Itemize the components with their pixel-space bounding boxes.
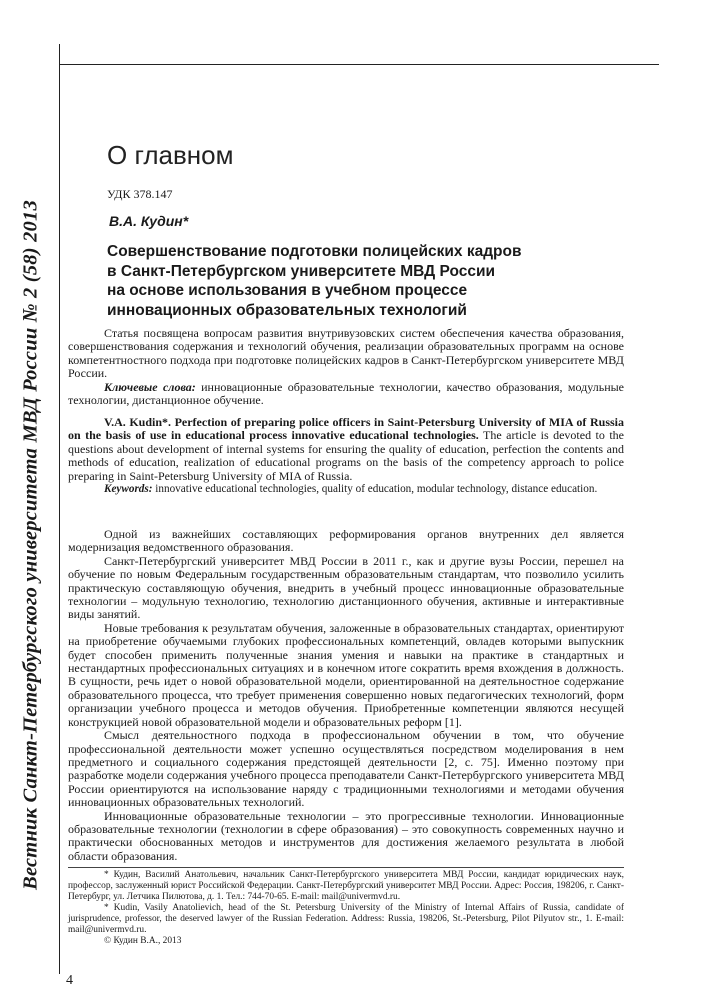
body-paragraph: Санкт-Петербургский университет МВД России в 2011 г., как и другие вузы России, перешел на обучение по новым Федеральным государственным образовательным стандартам, что позволило усилить практическую составляющую обучения, внедрить в учебный процесс инновационные образовательные технологии – модульную технологию, технологию дистанционного обучения, активные и интерактивные виды занятий. <box>68 553 624 622</box>
footnote-en: * Kudin, Vasily Anatolievich, head of the St. Petersburg University of the Ministry of Internal Affairs of Russia, candidate of jurisprudence, professor, the deserved lawyer of the Russian Federation. Address: Russia, 198206, St.-Petersburg, Pilot Pilyutov str., 1. E-mail: mail@univermvd.ru. <box>68 903 624 935</box>
article-title <box>107 242 627 320</box>
footnote-ru: * Кудин, Василий Анатольевич, начальник Санкт-Петербургского университета МВД России, кандидат юридических наук, профессор, заслуженный юрист Российской Федерации. Санкт-Петербургский университет МВД России. Адрес: Россия, 198206, г. Санкт-Петербург, ул. Летчика Пилютова, д. 1. Тел.: 744-70-65. E-mail: mail@univermvd.ru. <box>68 870 624 902</box>
abstract-ru-text: Статья посвящена вопросам развития внутривузовских систем обеспечения качества образования, совершенствования содержания и технологий обучения, реализации образовательных программ на основе компетентностного подхода при подготовке полицейских кадров в Санкт-Петербургском университете МВД России. <box>68 326 624 381</box>
article-body <box>68 528 624 863</box>
udk-code: УДК 378.147 <box>107 187 173 201</box>
body-paragraph: Одной из важнейших составляющих реформирования органов внутренних дел является модернизация ведомственного образования. <box>68 527 624 555</box>
body-paragraph: Инновационные образовательные технологии – это прогрессивные технологии. Инновационные образовательные технологии (технологии в сфере образования) – это совокупность современных научно и практически обоснованных методов и инструментов для достижения желаемого результата в любой области образования. <box>68 808 624 863</box>
body-paragraph: Смысл деятельностного подхода в профессиональном обучении в том, что обучение профессиональной деятельности может успешно осуществляться посредством моделирования в нем предметного и социального содержания предстоящей деятельности [2, с. 75]. Именно поэтому при разработке модели содержания учебного процесса преподаватели Санкт-Петербургского университета МВД России ориентируются на использование наряду с традиционными технологиями и методами обучения инновационных образовательных технологий. <box>68 728 624 810</box>
keywords-en <box>68 483 624 496</box>
author-name: В.А. Кудин* <box>109 213 189 229</box>
title-line: на основе использования в учебном процессе <box>107 282 468 299</box>
keywords-en-list: innovative educational technologies, quality of education, modular technology, distance education. <box>152 483 598 496</box>
abstract-en <box>68 416 624 496</box>
keywords-ru-label: Ключевые слова: <box>104 379 196 394</box>
abstract-en-text: The article is devoted to the questions about development of internal systems for ensuring the quality of education, perfection the contents and methods of education, realization of educational programs on the basis of the competency approach to police preparing in Saint-Petersburg University of MIA of Russia. <box>68 428 625 483</box>
title-line: инновационных образовательных технологий <box>107 301 467 319</box>
keywords-ru <box>68 381 624 408</box>
keywords-ru-list: инновационные образовательные технологии, качество образования, модульные технологии, дистанционное обучение. <box>68 379 625 408</box>
footnote-rule <box>68 867 624 868</box>
journal-spine <box>10 110 52 980</box>
abstract-en-title: V.A. Kudin*. Perfection of preparing police officers in Saint-Petersburg University of MIA of Russia on the basis of use in educational process innovative educational technologies. <box>68 415 624 443</box>
journal-title-vertical: Вестник Санкт-Петербургского университета МВД России № 2 (58) 2013 <box>19 200 42 890</box>
title-line: в Санкт-Петербургском университете МВД России <box>107 262 496 280</box>
title-line: Совершенствование подготовки полицейских кадров <box>107 243 522 260</box>
vertical-rule <box>59 44 60 974</box>
section-title: О главном <box>107 140 234 170</box>
abstract-ru <box>68 327 624 407</box>
footnotes <box>68 870 624 947</box>
body-paragraph: Новые требования к результатам обучения, заложенные в образовательных стандартах, ориентируют на приобретение обучаемыми глубоких профессиональных компетенций, овладев которыми выпускник будет способен применить полученные знания умения и навыки на практике в стандартных и нестандартных профессиональных ситуациях и в конечном итоге сократить время вхождения в должность. В сущности, речь идет о новой образовательной модели, ориентированной на деятельностное содержание образовательного процесса, что требует применения совершенно новых педагогических технологий, форм организации учебного процесса и методов обучения. Приобретенные компетенции являются несущей конструкцией новой образовательной модели и образовательных реформ [1]. <box>68 620 624 729</box>
page-number: 4 <box>66 973 73 988</box>
abstract-en-paragraph <box>68 416 624 483</box>
copyright: © Кудин В.А., 2013 <box>104 936 182 946</box>
top-rule <box>59 64 659 65</box>
keywords-en-label: Keywords: <box>104 483 153 496</box>
